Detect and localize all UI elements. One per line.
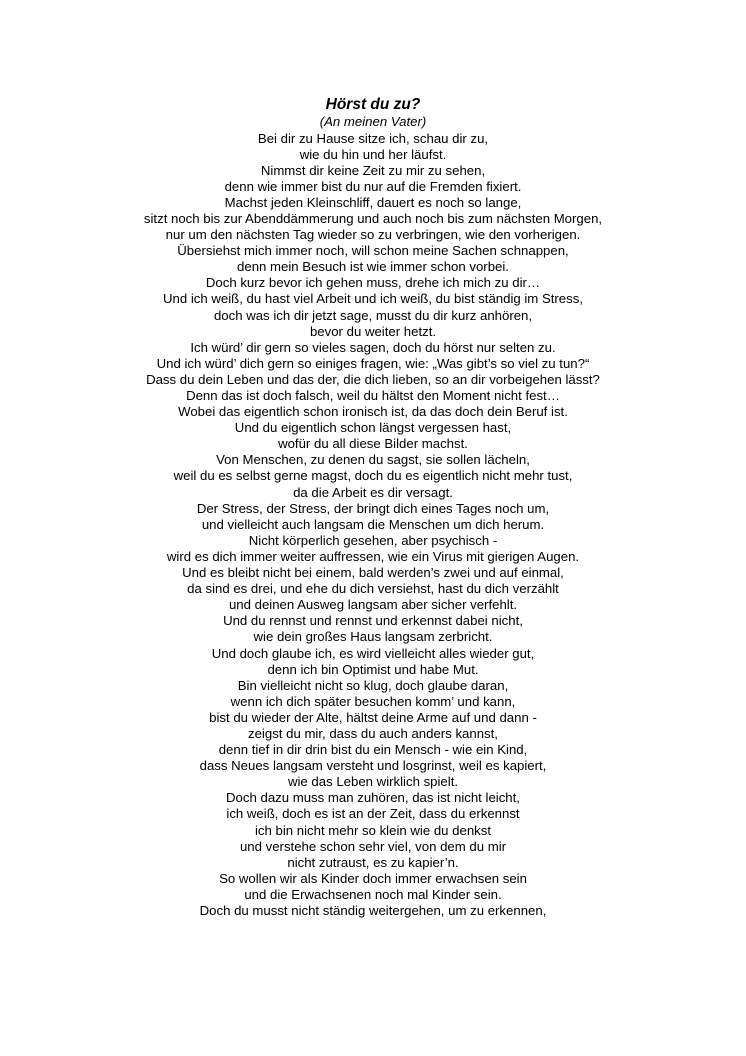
poem-line: Und du eigentlich schon längst vergessen hast,	[234, 420, 512, 436]
poem-line: Der Stress, der Stress, der bringt dich eines Tages noch um,	[196, 500, 550, 516]
poem-line: Und du rennst und rennst und erkennst dabei nicht,	[223, 613, 523, 629]
poem-line: Und doch glaube ich, es wird vielleicht alles wieder gut,	[211, 645, 535, 661]
poem-line: Und ich würd’ dich gern so einiges fragen, wie: „Was gibt’s so viel zu tun?“	[156, 355, 590, 371]
poem-line: Übersiehst mich immer noch, will schon meine Sachen schnappen,	[177, 243, 569, 259]
poem-line: Denn das ist doch falsch, weil du hältst den Moment nicht fest…	[186, 388, 560, 403]
poem-line: sitzt noch bis zur Abenddämmerung und auch noch bis zum nächsten Morgen,	[143, 210, 603, 226]
poem-line: Ich würd’ dir gern so vieles sagen, doch du hörst nur selten zu.	[190, 339, 556, 355]
poem-title: Hörst du zu?	[325, 96, 421, 113]
poem-line: So wollen wir als Kinder doch immer erwachsen sein	[219, 870, 527, 886]
poem-subtitle: (An meinen Vater)	[319, 114, 427, 129]
poem-line: nicht zutraust, es zu kapier’n.	[287, 854, 459, 870]
poem-line: Bei dir zu Hause sitze ich, schau dir zu,	[257, 130, 489, 146]
poem-body	[0, 131, 746, 920]
poem-line: denn wie immer bist du nur auf die Fremden fixiert.	[224, 178, 522, 194]
poem-line: da die Arbeit es dir versagt.	[293, 484, 453, 500]
poem-line: wenn ich dich später besuchen komm’ und kann,	[230, 693, 516, 709]
poem-line: Dass du dein Leben und das der, die dich lieben, so an dir vorbeigehen lässt?	[146, 371, 600, 387]
poem-line: ich weiß, doch es ist an der Zeit, dass du erkennst	[226, 806, 520, 822]
poem-line: wofür du all diese Bilder machst.	[278, 436, 468, 452]
poem-line: bevor du weiter hetzt.	[309, 323, 437, 339]
poem-line: wie dein großes Haus langsam zerbricht.	[253, 629, 493, 645]
poem-line: Doch kurz bevor ich gehen muss, drehe ich mich zu dir…	[205, 275, 541, 291]
poem-line: Und es bleibt nicht bei einem, bald werden’s zwei und auf einmal,	[182, 565, 564, 581]
poem-line: wird es dich immer weiter auffressen, wie ein Virus mit gierigen Augen.	[166, 548, 580, 564]
poem-line: und verstehe schon sehr viel, von dem du mir	[239, 838, 507, 854]
poem-line: Wobei das eigentlich schon ironisch ist, da das doch dein Beruf ist.	[178, 404, 568, 420]
poem-line: Doch dazu muss man zuhören, das ist nicht leicht,	[226, 790, 520, 806]
poem-line: denn tief in dir drin bist du ein Mensch - wie ein Kind,	[218, 742, 528, 758]
poem-line: weil du es selbst gerne magst, doch du es eigentlich nicht mehr tust,	[173, 468, 573, 484]
poem-line: doch was ich dir jetzt sage, musst du dir kurz anhören,	[213, 307, 533, 323]
poem-line: und die Erwachsenen noch mal Kinder sein.	[244, 886, 502, 902]
poem-line: und vielleicht auch langsam die Menschen um dich herum.	[201, 516, 545, 532]
poem-line: und deinen Ausweg langsam aber sicher verfehlt.	[228, 597, 518, 613]
poem-line: denn ich bin Optimist und habe Mut.	[267, 661, 479, 677]
poem-line: Von Menschen, zu denen du sagst, sie sollen lächeln,	[216, 452, 530, 468]
poem-line: Doch du musst nicht ständig weitergehen, um zu erkennen,	[199, 903, 547, 918]
document-page	[0, 96, 746, 919]
poem-line: denn mein Besuch ist wie immer schon vorbei.	[237, 259, 509, 275]
poem-line: nur um den nächsten Tag wieder so zu verbringen, wie den vorherigen.	[165, 227, 581, 243]
poem-line: Und ich weiß, du hast viel Arbeit und ich weiß, du bist ständig im Stress,	[163, 291, 583, 307]
poem-line: da sind es drei, und ehe du dich versiehst, hast du dich verzählt	[187, 581, 559, 597]
poem-line: Machst jeden Kleinschliff, dauert es noch so lange,	[224, 194, 522, 210]
poem-line: Bin vielleicht nicht so klug, doch glaube daran,	[237, 677, 509, 693]
poem-line: zeigst du mir, dass du auch anders kannst,	[248, 725, 498, 741]
poem-line: ich bin nicht mehr so klein wie du denkst	[254, 822, 492, 838]
poem-line: Nicht körperlich gesehen, aber psychisch -	[248, 532, 498, 548]
poem-line: dass Neues langsam versteht und losgrinst, weil es kapiert,	[199, 758, 547, 774]
poem-line: wie das Leben wirklich spielt.	[287, 774, 459, 790]
poem-line: wie du hin und her läufst.	[299, 146, 447, 162]
poem-line: Nimmst dir keine Zeit zu mir zu sehen,	[260, 162, 486, 178]
poem-line: bist du wieder der Alte, hältst deine Arme auf und dann -	[209, 709, 537, 725]
